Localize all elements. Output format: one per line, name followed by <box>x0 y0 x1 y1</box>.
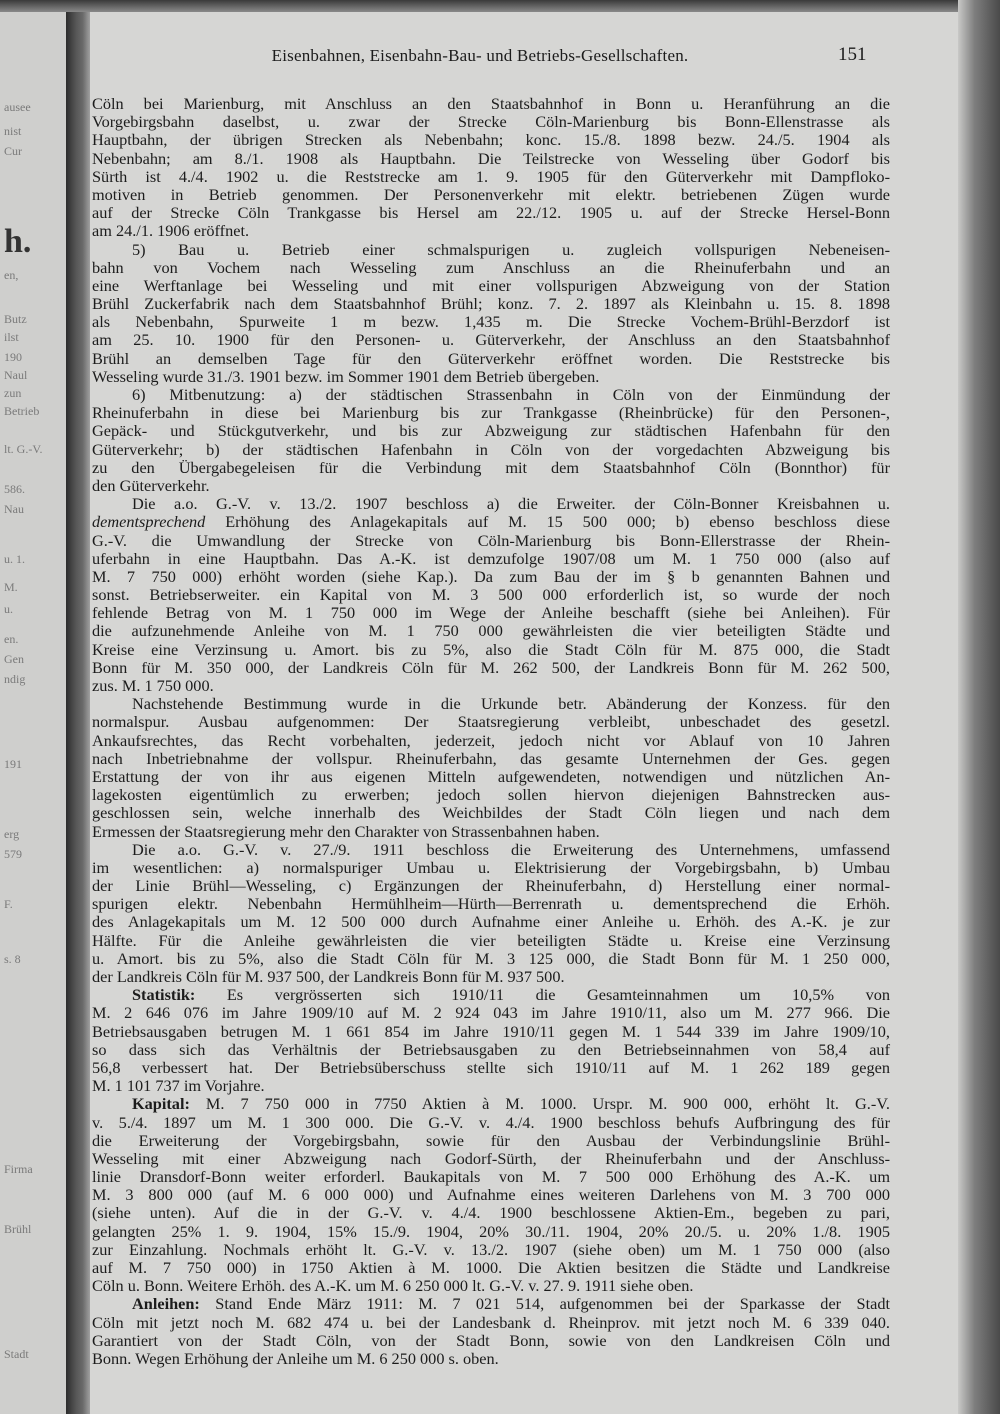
text-line: Wesseling mit einer Abzweigung nach Godorf-Sürth, der Rheinuferbahn und der Anschluss- <box>92 1148 890 1168</box>
left-page-fragment: en, <box>4 268 19 282</box>
text-line: (siehe unten). Auf die in der G.-V. v. 4./4. 1900 beschlossene Aktien-Em., begeben zu pari, <box>92 1203 890 1223</box>
text-line: Güterverkehr; b) der städtischen Hafenbahn in Cöln von der vorgedachten Abzweigung bis <box>92 439 890 459</box>
text-line: gelangten 25% 1. 9. 1904, 15% 15./9. 1904, 20% 30./11. 1904, 20% 20./5. u. 20% 1./8. 1905 <box>92 1221 890 1241</box>
text-line: M. 3 800 000 (auf M. 6 000 000) und Aufnahme eines weiteren Darlehens von M. 3 700 000 <box>92 1185 890 1205</box>
left-page-fragment: lt. G.-V. <box>4 442 43 456</box>
text-line: zur Einzahlung. Nochmals erhöht lt. G.-V. v. 13./2. 1907 (siehe oben) um M. 1 750 000 (also <box>92 1239 890 1259</box>
section-lead: Statistik: <box>132 985 196 1005</box>
text-line: als Nebenbahn, Spurweite 1 m bezw. 1,435 m. Die Strecke Vochem-Brühl-Berzdorf ist <box>92 312 890 332</box>
text-line: Sürth ist 4./4. 1902 u. die Reststrecke am 1. 9. 1905 für den Güterverkehr mit Dampfloko- <box>92 166 890 186</box>
text-line: dementsprechend Erhöhung des Anlagekapitals auf M. 15 500 000; b) ebenso beschloss diese <box>92 512 890 532</box>
page-number: 151 <box>838 44 867 65</box>
left-page-fragment: zun <box>4 386 22 400</box>
left-page-fragment: s. 8 <box>4 952 21 966</box>
text-line: M. 2 646 076 im Jahre 1909/10 auf M. 2 924 043 im Jahre 1910/11, also um M. 277 966. Die <box>92 1003 890 1023</box>
text-line: motiven in Betrieb genommen. Der Personenverkehr mit elektr. betriebenen Zügen wurde <box>92 184 890 204</box>
text-line: Hauptbahn, der übrigen Strecken als Nebenbahn; konc. 15./8. 1898 bezw. 24./5. 1904 als <box>92 130 890 150</box>
text-line: die aufzunehmende Anleihe von M. 1 750 000 gewährleisten die vier beteiligten Städte und <box>92 621 890 641</box>
left-page-fragment: en. <box>4 632 19 646</box>
left-page-fragment: M. <box>4 580 18 594</box>
text-line: bahn von Vochem nach Wesseling zum Anschluss an die Rheinuferbahn und an <box>92 257 890 277</box>
left-page-fragment: u. <box>4 602 13 616</box>
text-line: des Anlagekapitals um M. 12 500 000 durch Aufnahme einer Anleihe u. Erhöh. des A.-K. je zur <box>92 912 890 932</box>
text-line: G.-V. die Umwandlung der Strecke von Cöln-Marienburg bis Bonn-Ellerstrasse der Rhein- <box>92 530 890 550</box>
text-line: Erstattung der von ihr aus eigenen Mitteln aufgewendeten, notwendigen und nützlichen An- <box>92 766 890 786</box>
text-line: Gepäck- und Stückgutverkehr, und bis zur Abzweigung zur städtischen Hafenbahn für den <box>92 421 890 441</box>
left-page-fragment: Cur <box>4 144 22 158</box>
text-line: sonst. Betriebserweiter. ein Kapital von M. 3 500 000 erforderlich ist, so wurde der noch <box>92 585 890 605</box>
paragraph <box>92 386 890 495</box>
text-line: u. Amort. bis zu 5%, also die Stadt Cöln für M. 3 125 000, die Stadt Bonn für M. 1 250 000, <box>92 948 890 968</box>
left-page-fragment: Stadt <box>4 1347 29 1361</box>
text-line: Vorgebirgsbahn daselbst, u. zwar der Strecke Cöln-Marienburg bis Bonn-Ellenstrasse als <box>92 112 890 132</box>
text-line: uferbahn in eine Hauptbahn. Das A.-K. ist demzufolge 1907/08 um M. 1 750 000 (also auf <box>92 548 890 568</box>
left-page-fragment: F. <box>4 897 13 911</box>
text-line: Die a.o. G.-V. v. 13./2. 1907 beschloss a) die Erweiter. der Cöln-Bonner Kreisbahnen u. <box>132 494 890 514</box>
paragraph <box>92 1295 890 1368</box>
text-line: Bonn für M. 350 000, der Landkreis Cöln für M. 262 500, der Landkreis Bonn für M. 262 500, <box>92 657 890 677</box>
text-line: Brühl Zuckerfabrik nach dem Staatsbahnhof Brühl; konz. 7. 2. 1897 als Kleinbahn u. 15. 8. 1898 <box>92 294 890 314</box>
text-line: der Linie Brühl—Wesseling, c) Ergänzungen der Rheinuferbahn, d) Herstellung einer normal- <box>92 876 890 896</box>
text-line: Wesseling wurde 31./3. 1901 bezw. im Sommer 1901 dem Betrieb übergeben. <box>92 366 600 386</box>
text-line: auf der Strecke Cöln Trankgasse bis Hersel am 22./12. 1905 u. auf der Strecke Hersel-Bonn <box>92 203 890 223</box>
text-line: Brühl an demselben Tage für den Güterverkehr eröffnet worden. Die Reststrecke bis <box>92 348 890 368</box>
text-line: 6) Mitbenutzung: a) der städtischen Strassenbahn in Cöln von der Einmündung der <box>132 385 890 404</box>
left-page-fragment: nist <box>4 124 22 138</box>
left-page-fragment: 579 <box>4 847 22 861</box>
left-page-fragment: Butz <box>4 312 27 326</box>
paragraph <box>92 495 890 695</box>
running-header: Eisenbahnen, Eisenbahn-Bau- und Betriebs-Gesellschaften. <box>271 46 689 65</box>
scan-right-edge <box>958 0 1000 1414</box>
text-line: Betriebsausgaben betrugen M. 1 661 854 im Jahre 1910/11 gegen M. 1 544 339 im Jahre 1909/10, <box>92 1021 890 1041</box>
text-line: der Landkreis Cöln für M. 937 500, der Landkreis Bonn für M. 937 500. <box>92 967 565 986</box>
left-page-fragment: 190 <box>4 350 22 364</box>
text-line: geschlossen sein, welche innerhalb des Weichbildes der Stadt Cöln liegen und nach dem <box>92 803 890 823</box>
text-line: Bonn. Wegen Erhöhung der Anleihe um M. 6 250 000 s. oben. <box>92 1348 499 1368</box>
text-line: v. 5./4. 1897 um M. 1 300 000. Die G.-V. v. 4./4. 1900 beschloss behufs Aufbringung des für <box>92 1112 890 1132</box>
section-lead: Anleihen: <box>132 1294 200 1314</box>
text-line: zu den Übergabegeleisen für die Verbindung mit dem Staatsbahnhof Cöln (Bonnthor) für <box>92 457 890 477</box>
text-line: Nachstehende Bestimmung wurde in die Urkunde betr. Abänderung der Konzess. für den <box>132 694 890 714</box>
text-line: normalspur. Ausbau aufgenommen: Der Staatsregierung verbleibt, unbeschadet des gesetzl. <box>92 712 890 732</box>
text-line: nach Inbetriebnahme der vollspur. Rheinuferbahn, das gesamte Unternehmen der Ges. gegen <box>92 748 890 768</box>
text-line: Kapital: M. 7 750 000 in 7750 Aktien à M. 1000. Urspr. M. 900 000, erhöht lt. G.-V. <box>132 1094 890 1114</box>
paragraph <box>92 1095 890 1295</box>
left-page-fragment: u. 1. <box>4 552 25 566</box>
text-line: Cöln bei Marienburg, mit Anschluss an den Staatsbahnhof in Bonn u. Heranführung an die <box>92 94 890 113</box>
text-line: spurigen elektr. Nebenbahn Hermühlheim—Hürth—Berrenrath u. dementsprechend die Erhöh. <box>92 894 890 914</box>
text-line: Die a.o. G.-V. v. 27./9. 1911 beschloss die Erweiterung des Unternehmens, umfassend <box>132 839 890 859</box>
text-line: Cöln mit jetzt noch M. 682 474 u. bei der Landesbank d. Rheinprov. mit jetzt noch M. 6 339 040. <box>92 1312 890 1332</box>
text-line: Cöln u. Bonn. Weitere Erhöh. des A.-K. um M. 6 250 000 lt. G.-V. v. 27. 9. 1911 siehe oben. <box>92 1276 694 1296</box>
text-line: Ankaufsrechtes, das Recht vorbehalten, jederzeit, jedoch nicht vor Ablauf von 10 Jahren <box>92 730 890 750</box>
text-line: so dass sich das Verhältnis der Betriebsausgaben zu den Betriebseinnahmen von 58,4 auf <box>92 1039 890 1059</box>
paragraph <box>92 241 890 387</box>
text-line: auf M. 7 750 000) in 1750 Aktien à M. 1000. Die Aktien besitzen die Städte und Landkreise <box>92 1258 890 1277</box>
text-line: M. 1 101 737 im Vorjahre. <box>92 1076 265 1096</box>
text-line: Statistik: Es vergrösserten sich 1910/11 die Gesamteinnahmen um 10,5% von <box>132 985 890 1005</box>
left-page-fragment: ndig <box>4 672 26 686</box>
paragraph <box>92 695 890 841</box>
text-line: am 24./1. 1906 eröffnet. <box>92 221 250 241</box>
text-line: im wesentlichen: a) normalspuriger Umbau u. Elektrisierung der Vorgebirgsbahn, b) Umbau <box>92 857 890 877</box>
text-line: lagekosten eigentümlich zu erwerben; jedoch sollen hiervon diejenigen Bahnstrecken aus- <box>92 785 890 805</box>
paragraph <box>92 841 890 987</box>
text-line: fehlende Betrag von M. 1 750 000 im Wege der Anleihe beschafft (siehe bei Anleihen). Für <box>92 603 890 623</box>
text-line: die Erweiterung der Vorgebirgsbahn, sowie für den Ausbau der Verbindungslinie Brühl- <box>92 1130 890 1150</box>
text-line: linie Dransdorf-Bonn weiter erforderl. Baukapitals von M. 7 500 000 Erhöhung des A.-K. um <box>92 1167 890 1187</box>
left-page-fragment: Brühl <box>4 1222 32 1236</box>
text-line: 56,8 verbessert hat. Der Betriebsüberschuss stellte sich 1910/11 auf M. 1 262 189 gegen <box>92 1057 890 1077</box>
text-line: Kreise eine Verzinsung u. Amort. bis zu 5%, also die Stadt Cöln für M. 875 000, die Stadt <box>92 639 890 659</box>
left-page-fragment: 191 <box>4 757 22 771</box>
left-page-fragment: Betrieb <box>4 404 40 418</box>
left-page-fragment: 586. <box>4 482 25 496</box>
text-line: am 25. 10. 1900 für den Personen- u. Güterverkehr, der Anschluss an den Staatsbahnhof <box>92 330 890 350</box>
section-lead: Kapital: <box>132 1094 190 1114</box>
scan-top-edge <box>0 0 1000 12</box>
left-page-fragment: Firma <box>4 1162 33 1176</box>
text-line: Ermessen der Staatsregierung mehr den Charakter von Strassenbahnen haben. <box>92 821 600 841</box>
left-page-fragment: Naul <box>4 368 28 382</box>
text-line: Garantiert von der Stadt Cöln, von der Stadt Bonn, sowie von den Landkreisen Cöln und <box>92 1330 890 1350</box>
italic-word: dementsprechend <box>92 512 206 532</box>
left-page-fragment: ilst <box>4 330 19 344</box>
text-line: zus. M. 1 750 000. <box>92 676 214 695</box>
book-binding-shadow <box>66 12 90 1414</box>
text-line: M. 7 750 000) erhöht worden (siehe Kap.). Da zum Bau der im § b genannten Bahnen und <box>92 566 890 586</box>
left-page-fragment: Nau <box>4 502 24 516</box>
text-line: eine Werftanlage bei Wesseling und mit einer vollspurigen Abzweigung von der Station <box>92 275 890 295</box>
text-line: den Güterverkehr. <box>92 475 210 495</box>
text-line: Anleihen: Stand Ende März 1911: M. 7 021 514, aufgenommen bei der Sparkasse der Stadt <box>132 1294 890 1314</box>
text-line: Hälfte. Für die Anleihe gewährleisten die vier beteiligten Städte u. Kreise eine Verzinsung <box>92 930 890 950</box>
left-page-fragment: ausee <box>4 100 31 114</box>
text-line: Rheinuferbahn in diese bei Marienburg bis zur Trankgasse (Rheinbrücke) für den Personen-, <box>92 403 890 423</box>
text-line: 5) Bau u. Betrieb einer schmalspurigen u. zugleich vollspurigen Nebeneisen- <box>132 239 890 259</box>
paragraph <box>92 95 890 241</box>
previous-page-edge <box>0 12 66 1414</box>
left-page-fragment: Gen <box>4 652 24 666</box>
paragraph <box>92 986 890 1095</box>
left-page-fragment: erg <box>4 827 20 841</box>
left-page-fragment: h. <box>4 223 32 260</box>
page-body <box>92 95 890 1368</box>
text-line: Nebenbahn; am 8./1. 1908 als Hauptbahn. Die Teilstrecke von Wesseling über Godorf bis <box>92 148 890 168</box>
